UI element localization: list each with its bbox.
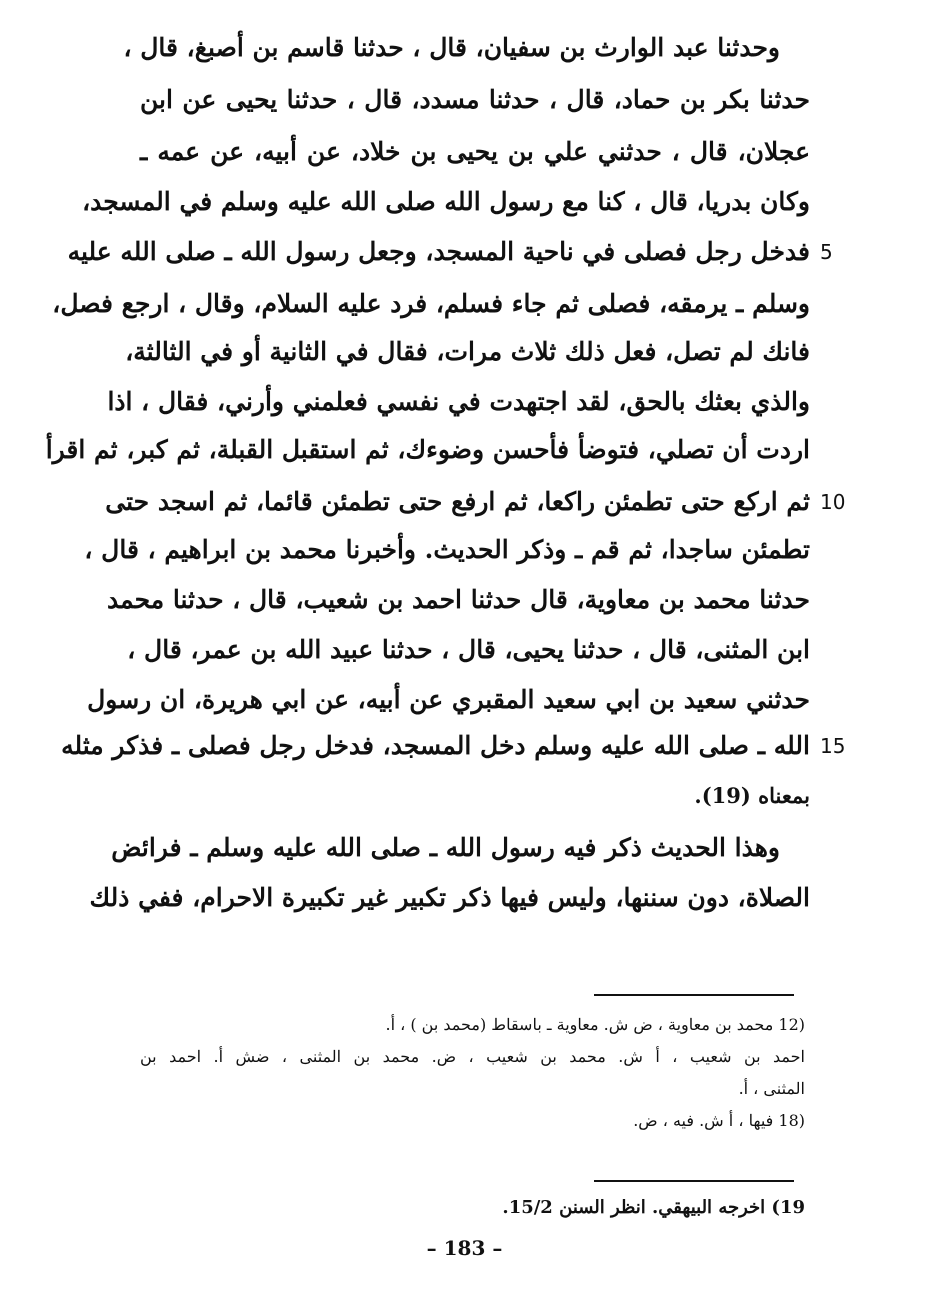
body-line-8: والذي بعثك بالحق، لقد اجتهدت في نفسي فعلمني وأرني، فقال ، اذا (107, 387, 810, 416)
body-line-16: بمعناه (19). (694, 783, 810, 808)
apparatus-note-12-cont: احمد بن شعيب ، أ ش. محمد بن شعيب ، ض. محمد بن المثنى ، ضش أ. احمد بن (140, 1047, 805, 1066)
page-number: – 183 – (426, 1236, 503, 1260)
body-line-13: ابن المثنى، قال ، حدثنا يحيى، قال ، حدثنا عبيد الله بن عمر، قال ، (127, 635, 810, 664)
apparatus-rule (594, 994, 794, 996)
footnote-19: 19) اخرجه البيهقي. انظر السنن 15/2. (502, 1197, 805, 1218)
body-line-14: حدثني سعيد بن ابي سعيد المقبري عن أبيه، عن ابي هريرة، ان رسول (87, 685, 810, 714)
body-line-1: وحدثنا عبد الوارث بن سفيان، قال ، حدثنا قاسم بن أصبغ، قال ، (123, 33, 780, 62)
apparatus-note-18: (18 فيها ، أ ش. فيه ، ض. (633, 1111, 805, 1130)
body-line-2: حدثنا بكر بن حماد، قال ، حدثنا مسدد، قال ، حدثنا يحيى عن ابن (140, 85, 810, 114)
body-line-17: وهذا الحديث ذكر فيه رسول الله ـ صلى الله عليه وسلم ـ فرائض (111, 833, 780, 862)
body-line-9: اردت أن تصلي، فتوضأ فأحسن وضوءك، ثم استقبل القبلة، ثم كبر، ثم اقرأ (45, 435, 810, 464)
body-line-10: ثم اركع حتى تطمئن راكعا، ثم ارفع حتى تطمئن قائما، ثم اسجد حتى (105, 487, 810, 516)
body-line-15: الله ـ صلى الله عليه وسلم دخل المسجد، فدخل رجل فصلى ـ فذكر مثله (61, 731, 810, 760)
body-line-5: فدخل رجل فصلى في ناحية المسجد، وجعل رسول الله ـ صلى الله عليه (67, 237, 810, 266)
apparatus-note-12-end: المثنى ، أ. (738, 1079, 805, 1098)
apparatus-note-12: (12 محمد بن معاوية ، ض ش. معاوية ـ باسقاط (محمد بن ) ، أ. (385, 1015, 805, 1034)
body-line-7: فانك لم تصل، فعل ذلك ثلاث مرات، فقال في الثانية أو في الثالثة، (125, 337, 810, 366)
line-number-10: 10 (820, 490, 846, 514)
footnote-rule (594, 1180, 794, 1182)
body-line-4: وكان بدريا، قال ، كنا مع رسول الله صلى الله عليه وسلم في المسجد، (82, 187, 810, 216)
line-number-15: 15 (820, 734, 846, 758)
body-line-11: تطمئن ساجدا، ثم قم ـ وذكر الحديث. وأخبرنا محمد بن ابراهيم ، قال ، (84, 535, 810, 564)
body-line-12: حدثنا محمد بن معاوية، قال حدثنا احمد بن شعيب، قال ، حدثنا محمد (107, 585, 810, 614)
body-line-3: عجلان، قال ، حدثني علي بن يحيى بن خلاد، عن أبيه، عن عمه ـ (140, 137, 810, 166)
body-line-6: وسلم ـ يرمقه، فصلى ثم جاء فسلم، فرد عليه السلام، وقال ، ارجع فصل، (52, 289, 810, 318)
body-line-18: الصلاة، دون سننها، وليس فيها ذكر تكبير غير تكبيرة الاحرام، ففي ذلك (89, 883, 810, 912)
line-number-5: 5 (820, 240, 833, 264)
